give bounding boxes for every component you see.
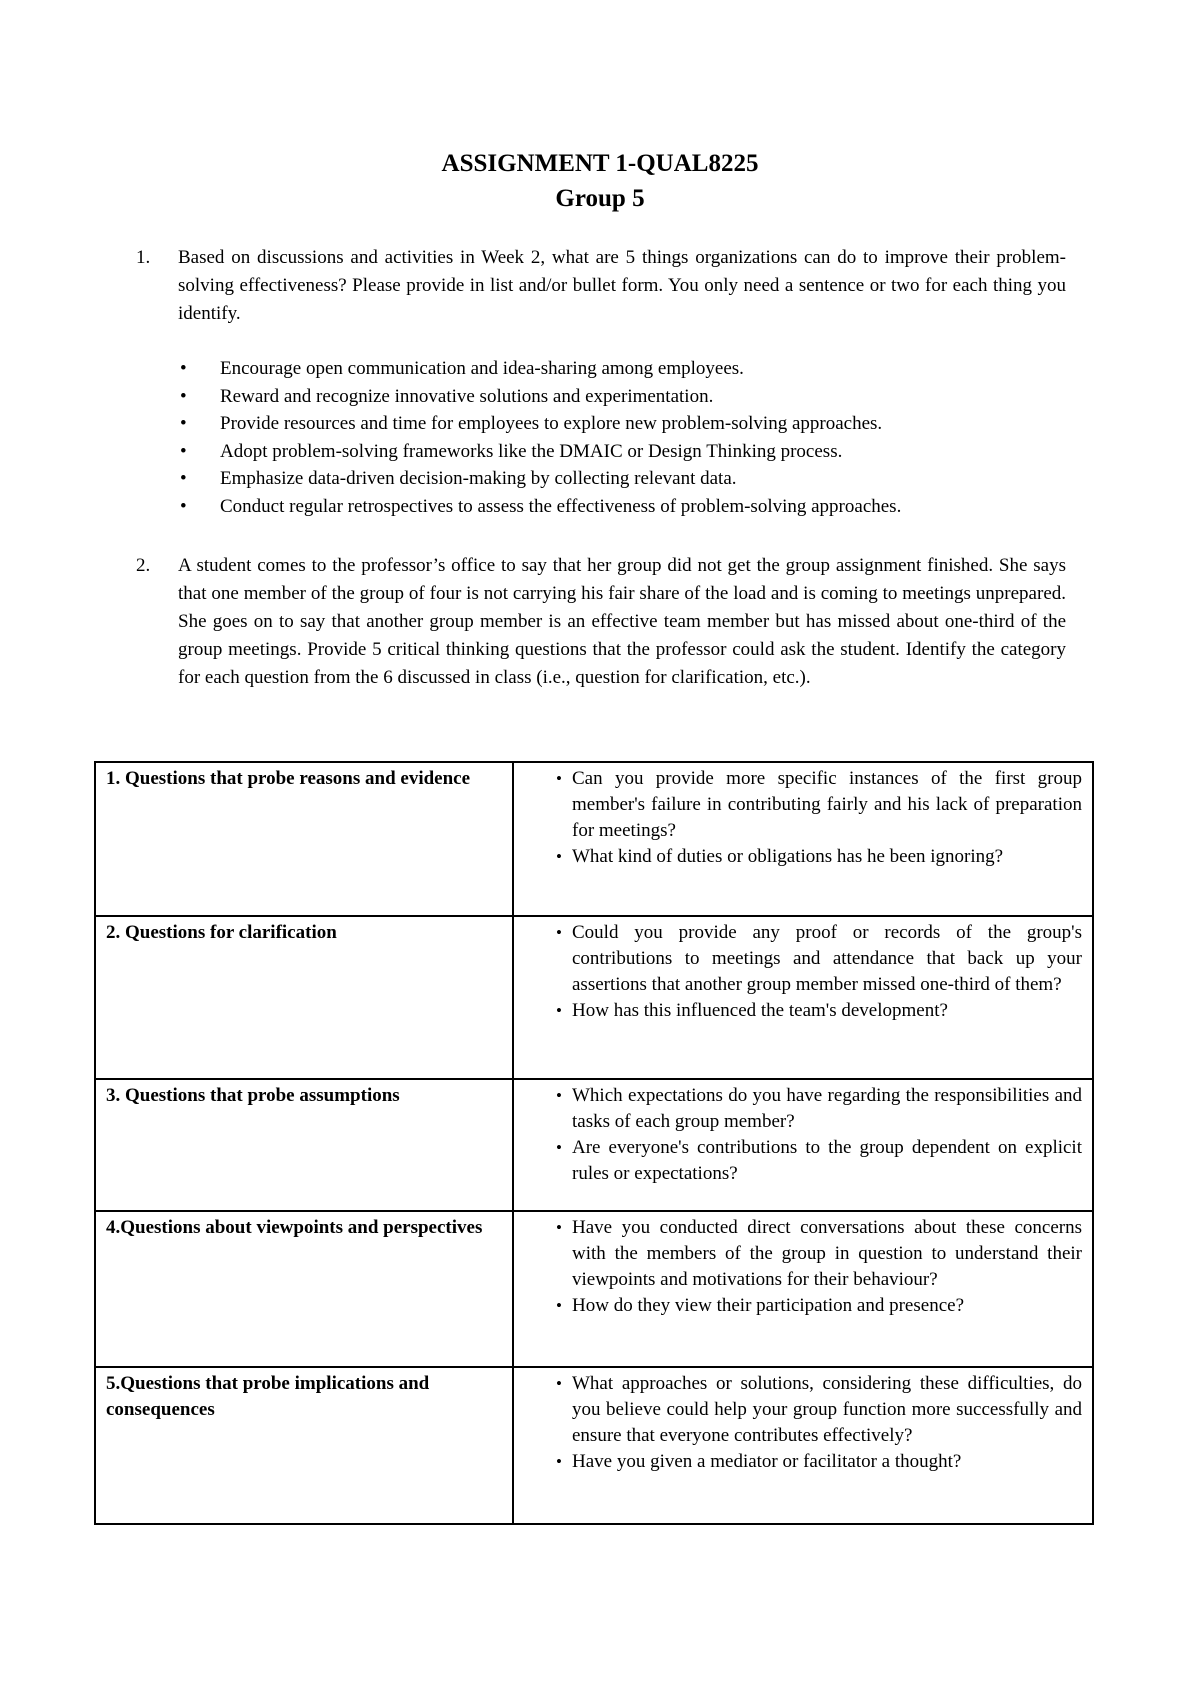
question-text: Could you provide any proof or records of the group's contributions to meetings and attendance that back up your assertions that another group member missed one-third of them? — [572, 922, 1082, 995]
bullet-icon: • — [556, 1218, 562, 1237]
bullet-icon: • — [180, 358, 187, 379]
bullet-icon: • — [556, 1086, 562, 1105]
bullet-icon: • — [556, 1138, 562, 1157]
question-text: How has this influenced the team's development? — [572, 1000, 948, 1021]
category-cell: 3. Questions that probe assumptions — [95, 1079, 513, 1211]
question-1-number: 1. — [136, 247, 151, 268]
bullet-icon: • — [180, 413, 187, 435]
list-item-text: Reward and recognize innovative solutions and experimentation. — [220, 385, 714, 407]
table-row — [95, 1079, 1093, 1211]
questions-cell — [513, 1079, 1093, 1211]
list-item — [178, 493, 1078, 521]
question-list — [524, 920, 1082, 1024]
improvement-bullet-list — [178, 355, 1078, 521]
list-item — [178, 410, 1078, 438]
question-text: Can you provide more specific instances of the first group member's failure in contributing fairly and his lack of preparation for meetings? — [572, 768, 1082, 841]
bullet-icon: • — [556, 923, 562, 942]
question-2-text: A student comes to the professor’s office to say that her group did not get the group assignment finished. She says that one member of the group of four is not carrying his fair share of the load and is coming to meetings unprepared. She goes on to say that another group member is an effective team member but has missed about one-third of the group meetings. Provide 5 critical thinking questions that the professor could ask the student. Identify the category for each question from the 6 discussed in class (i.e., question for clarification, etc.). — [178, 555, 1066, 688]
bullet-icon: • — [180, 385, 187, 407]
category-cell: 1. Questions that probe reasons and evidence — [95, 762, 513, 916]
question-text: Have you conducted direct conversations about these concerns with the members of the group in question to understand their viewpoints and motivations for their behaviour? — [572, 1217, 1082, 1290]
list-item — [178, 465, 1078, 493]
list-item — [524, 1135, 1082, 1187]
question-list — [524, 1215, 1082, 1319]
table-row — [95, 916, 1093, 1079]
questions-cell — [513, 1367, 1093, 1524]
list-item — [524, 766, 1082, 844]
list-item — [178, 383, 1078, 411]
group-subtitle: Group 5 — [555, 185, 645, 212]
bullet-icon: • — [180, 495, 187, 517]
list-item — [524, 920, 1082, 998]
list-item-text: Encourage open communication and idea-sharing among employees. — [220, 358, 744, 379]
list-item-text: Conduct regular retrospectives to assess the effectiveness of problem-solving approaches. — [220, 495, 902, 517]
question-list — [524, 1371, 1082, 1475]
bullet-icon: • — [180, 440, 187, 462]
category-cell: 4.Questions about viewpoints and perspectives — [95, 1211, 513, 1367]
question-2-number: 2. — [136, 555, 151, 576]
question-text: What approaches or solutions, considering these difficulties, do you believe could help your group function more successfully and ensure that everyone contributes effectively? — [572, 1373, 1082, 1446]
list-item — [524, 1371, 1082, 1449]
questions-cell — [513, 916, 1093, 1079]
bullet-icon: • — [556, 769, 562, 788]
question-list — [524, 766, 1082, 870]
bullet-icon: • — [556, 1452, 562, 1471]
bullet-icon: • — [556, 1001, 562, 1020]
bullet-icon: • — [556, 847, 562, 866]
question-2 — [136, 552, 1066, 692]
bullet-icon: • — [556, 1296, 562, 1315]
question-text: What kind of duties or obligations has he been ignoring? — [572, 846, 1004, 867]
list-item — [524, 844, 1082, 870]
table-row — [95, 762, 1093, 916]
question-text: Have you given a mediator or facilitator a thought? — [572, 1451, 962, 1472]
list-item — [178, 438, 1078, 466]
list-item — [524, 1083, 1082, 1135]
question-list — [524, 1083, 1082, 1187]
list-item-text: Provide resources and time for employees to explore new problem-solving approaches. — [220, 413, 883, 435]
bullet-icon: • — [556, 1374, 562, 1393]
table-row — [95, 1211, 1093, 1367]
list-item — [524, 1449, 1082, 1475]
questions-cell — [513, 762, 1093, 916]
question-text: How do they view their participation and presence? — [572, 1295, 964, 1316]
list-item — [178, 355, 1078, 383]
question-1 — [136, 244, 1066, 328]
table-row — [95, 1367, 1093, 1524]
list-item-text: Emphasize data-driven decision-making by collecting relevant data. — [220, 468, 737, 490]
list-item-text: Adopt problem-solving frameworks like the DMAIC or Design Thinking process. — [220, 440, 843, 462]
list-item — [524, 1293, 1082, 1319]
question-text: Are everyone's contributions to the group dependent on explicit rules or expectations? — [572, 1137, 1082, 1184]
list-item — [524, 998, 1082, 1024]
question-text: Which expectations do you have regarding the responsibilities and tasks of each group member? — [572, 1085, 1082, 1132]
assignment-title: ASSIGNMENT 1-QUAL8225 — [441, 150, 759, 177]
bullet-icon: • — [180, 468, 187, 490]
list-item — [524, 1215, 1082, 1293]
category-cell: 5.Questions that probe implications and consequences — [95, 1367, 513, 1524]
critical-thinking-table — [94, 761, 1094, 1525]
questions-cell — [513, 1211, 1093, 1367]
category-cell: 2. Questions for clarification — [95, 916, 513, 1079]
question-1-text: Based on discussions and activities in Week 2, what are 5 things organizations can do to improve their problem-solving effectiveness? Please provide in list and/or bullet form. You only need a sentence or two for each thing you identify. — [178, 247, 1066, 324]
